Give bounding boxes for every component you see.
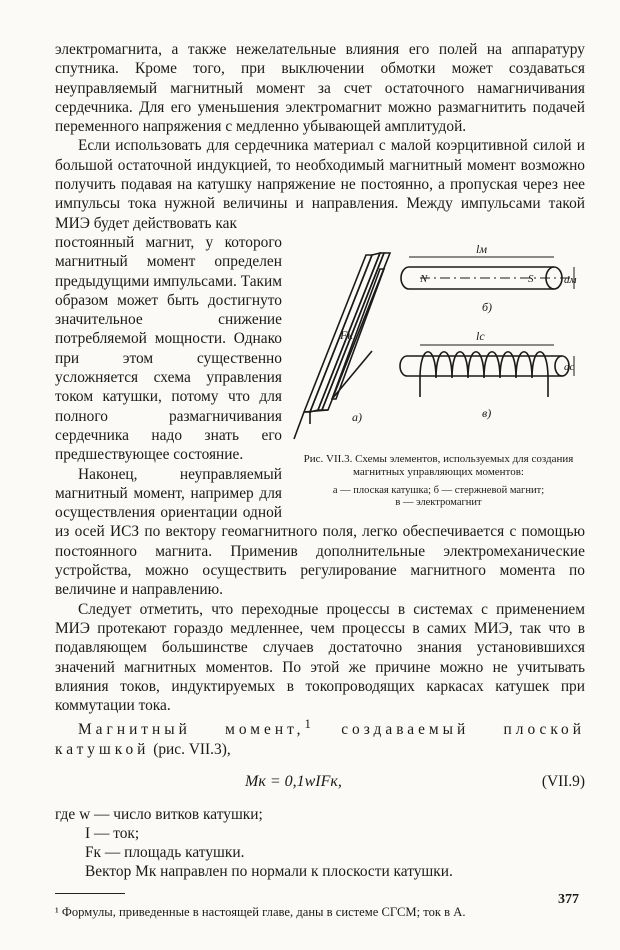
paragraph-4: Следует отметить, что переходные процессы в системах с применением МИЭ протекают гораздо медленнее, чем процессы в самих МИЭ, так что в подавляющем большинстве случаев достаточно знания установившихся значений магнитных моментов. По этой же причине можно не учитывать влияния токов, индуктируемых в токопроводящих каркасах катушек при коммутации тока. [55, 600, 585, 715]
coil-bottom [304, 410, 328, 412]
figure-caption: Рис. VII.3. Схемы элементов, используемых для создания магнитных управляющих моментов: [303, 452, 574, 478]
label-dc: dc [564, 360, 575, 373]
label-lm: lм [476, 241, 487, 256]
figure-diagram [292, 239, 585, 451]
footnote: ¹ Формулы, приведенные в настоящей главе, даны в системе СГСМ; ток в А. [55, 905, 466, 920]
term-magnetic-moment: Магнитный момент, [78, 721, 305, 739]
label-n: N [420, 272, 428, 285]
paragraph-5 [55, 715, 585, 759]
label-b: б) [482, 299, 493, 314]
paragraph-6: Вектор Mк направлен по нормали к плоскости катушки. [85, 863, 453, 881]
formula-expression: Mк = 0,1wIFк, [245, 773, 342, 791]
def-w: w — число витков катушки; [79, 806, 263, 824]
paragraph-1: электромагнита, а также нежелательные влияния его полей на аппаратуру спутника. Кроме того, при выключении обмотки может создаваться неуправляемый магнитный момент за счет остаточного намагничивания сердечника. Для его уменьшения электромагнит можно размагнитить подачей переменного напряжения с медленно убывающей амплитудой. [55, 41, 585, 136]
label-c: в) [482, 405, 492, 420]
footnote-ref: 1 [304, 717, 311, 732]
variable-definitions [55, 805, 585, 881]
where-intro: где [55, 806, 76, 824]
term-flat-coil: создаваемый плоской катушкой [55, 721, 585, 758]
figure-vii-3 [292, 239, 585, 510]
page-content [55, 40, 585, 920]
page-number: 377 [558, 892, 579, 907]
coil-outer-edge [304, 255, 372, 412]
legend-c: в — электромагнит [395, 497, 482, 509]
paragraph-2a: Если использовать для сердечника материал с малой коэрцитивной силой и большой остаточной индукцией, то необходимый магнитный момент возможно получить подавая на катушку напряжение не постоянно, а пропуская через нее импульсы тока нужной величины и направления. Между импульсами такой МИЭ будет действовать как [55, 137, 585, 232]
label-lc: lc [476, 328, 485, 343]
label-dm: dм [564, 273, 577, 286]
legend-b: б — стержневой магнит; [433, 484, 545, 496]
formula-number: (VII.9) [541, 773, 585, 791]
formula-vii-9 [55, 765, 585, 801]
def-i: I — ток; [85, 825, 140, 843]
figure-legend [292, 485, 585, 510]
coil-lead-1 [294, 412, 304, 439]
figure-ref: (рис. VII.3), [153, 740, 231, 758]
paragraph-3: Наконец, неуправляемый магнитный момент, например для осуществления ориентации одной из осей ИСЗ по вектору геомагнитного поля, легко обеспечивается с помощью постоянного магнита. Применив дополнительные электромеханические устройства, можно осуществить регулирование магнитного момента по величине и направлению. [55, 465, 585, 599]
label-fk: Fк [340, 327, 353, 342]
legend-a: а — плоская катушка; [332, 484, 432, 496]
core-left-end [400, 356, 407, 376]
paragraph-2b: постоянный магнит, у которого магнитный момент определен предыдущими импульсами. Таким образом может быть достигнуто значительное снижение потребляемой мощности. Однако при этом существенно усложняется схема управления током катушки, потому что для полного размагничивания сердечника надо знать его предшествующее состояние. [55, 233, 282, 464]
def-f: Fк — площадь катушки. [85, 844, 245, 862]
label-a: а) [352, 409, 362, 424]
magnet-left-end [401, 267, 409, 289]
coil-layer-3 [322, 253, 390, 410]
label-s: S [528, 272, 534, 285]
footnote-rule [55, 893, 125, 894]
